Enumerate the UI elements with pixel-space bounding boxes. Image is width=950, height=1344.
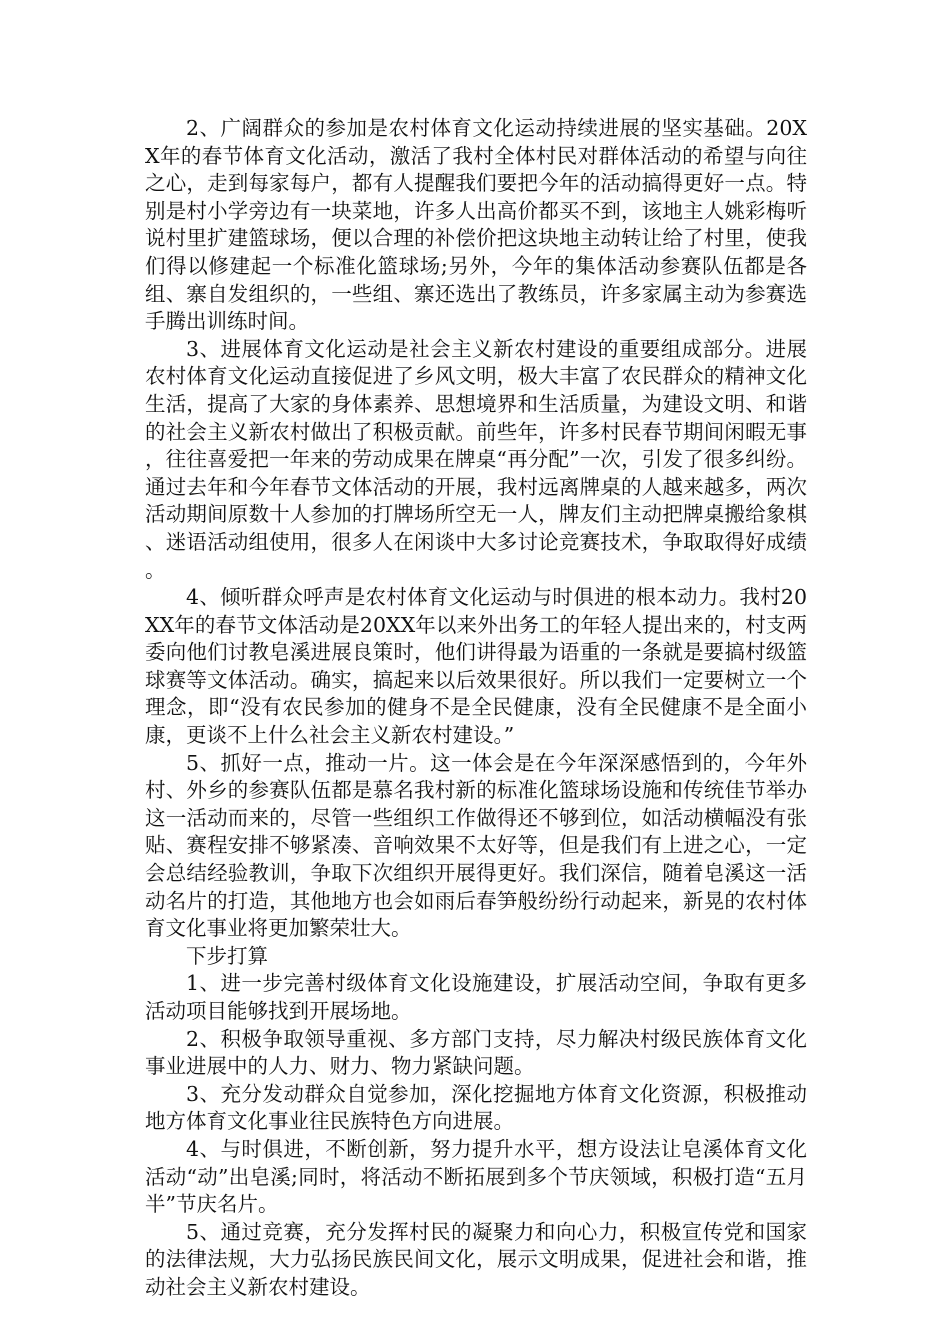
paragraph-point-4-listen-to-masses: 4、倾听群众呼声是农村体育文化运动与时俱进的根本动力。我村20XX年的春节文体活动是20XX年以来外出务工的年轻人提出来的，村支两委向他们讨教皂溪进展良策时，他们讲得最为语重的一条就是要搞村级篮球赛等文体活动。确实，搞起来以后效果很好。所以我们一定要树立一个理念，即“没有农民参加的健身不是全民健康，没有全民健康不是全面小康，更谈不上什么社会主义新农村建设。” [145, 585, 807, 748]
plan-item-2: 2、积极争取领导重视、多方部门支持，尽力解决村级民族体育文化事业进展中的人力、财力、物力紧缺问题。 [145, 1026, 807, 1079]
paragraph-point-3-new-countryside: 3、进展体育文化运动是社会主义新农村建设的重要组成部分。进展农村体育文化运动直接促进了乡风文明，极大丰富了农民群众的精神文化生活，提高了大家的身体素养、思想境界和生活质量，为建设文明、和谐的社会主义新农村做出了积极贡献。前些年，许多村民春节期间闲暇无事，往往喜爱把一年来的劳动成果在牌桌“再分配”一次，引发了很多纠纷。通过去年和今年春节文体活动的开展，我村远离牌桌的人越来越多，两次活动期间原数十人参加的打牌场所空无一人，牌友们主动把牌桌搬给象棋、迷语活动组使用，很多人在闲谈中大多讨论竞赛技术，争取取得好成绩。 [145, 336, 807, 582]
paragraph-point-2-mass-participation: 2、广阔群众的参加是农村体育文化运动持续进展的坚实基础。20XX年的春节体育文化活动，激活了我村全体村民对群体活动的希望与向往之心，走到每家每户，都有人提醒我们要把今年的活动搞得更好一点。特别是村小学旁边有一块菜地，许多人出高价都买不到，该地主人姚彩梅听说村里扩建篮球场，便以合理的补偿价把这块地主动转让给了村里，使我们得以修建起一个标准化篮球场;另外，今年的集体活动参赛队伍都是各组、寨自发组织的，一些组、寨还选出了教练员，许多家属主动为参赛选手腾出训练时间。 [145, 116, 807, 334]
plan-item-5: 5、通过竞赛，充分发挥村民的凝聚力和向心力，积极宣传党和国家的法律法规，大力弘扬民族民间文化，展示文明成果，促进社会和谐，推动社会主义新农村建设。 [145, 1219, 807, 1299]
section-heading-next-plans: 下步打算 [186, 943, 268, 968]
plan-item-4: 4、与时俱进，不断创新，努力提升水平，想方设法让皂溪体育文化活动“动”出皂溪;同时，将活动不断拓展到多个节庆领域，积极打造“五月半”节庆名片。 [145, 1136, 807, 1217]
document-page [145, 115, 807, 1302]
plan-item-1: 1、进一步完善村级体育文化设施建设，扩展活动空间，争取有更多活动项目能够找到开展场地。 [145, 971, 807, 1023]
plan-item-3: 3、充分发动群众自觉参加，深化挖掘地方体育文化资源，积极推动地方体育文化事业往民族特色方向进展。 [145, 1081, 807, 1134]
paragraph-point-5-lead-by-example: 5、抓好一点，推动一片。这一体会是在今年深深感悟到的，今年外村、外乡的参赛队伍都是慕名我村新的标准化篮球场设施和传统佳节举办这一活动而来的，尽管一些组织工作做得还不够到位，如活动横幅没有张贴、赛程安排不够紧凑、音响效果不太好等，但是我们有上进之心，一定会总结经验教训，争取下次组织开展得更好。我们深信，随着皂溪这一活动名片的打造，其他地方也会如雨后春笋般纷纷行动起来，新晃的农村体育文化事业将更加繁荣壮大。 [145, 750, 807, 941]
